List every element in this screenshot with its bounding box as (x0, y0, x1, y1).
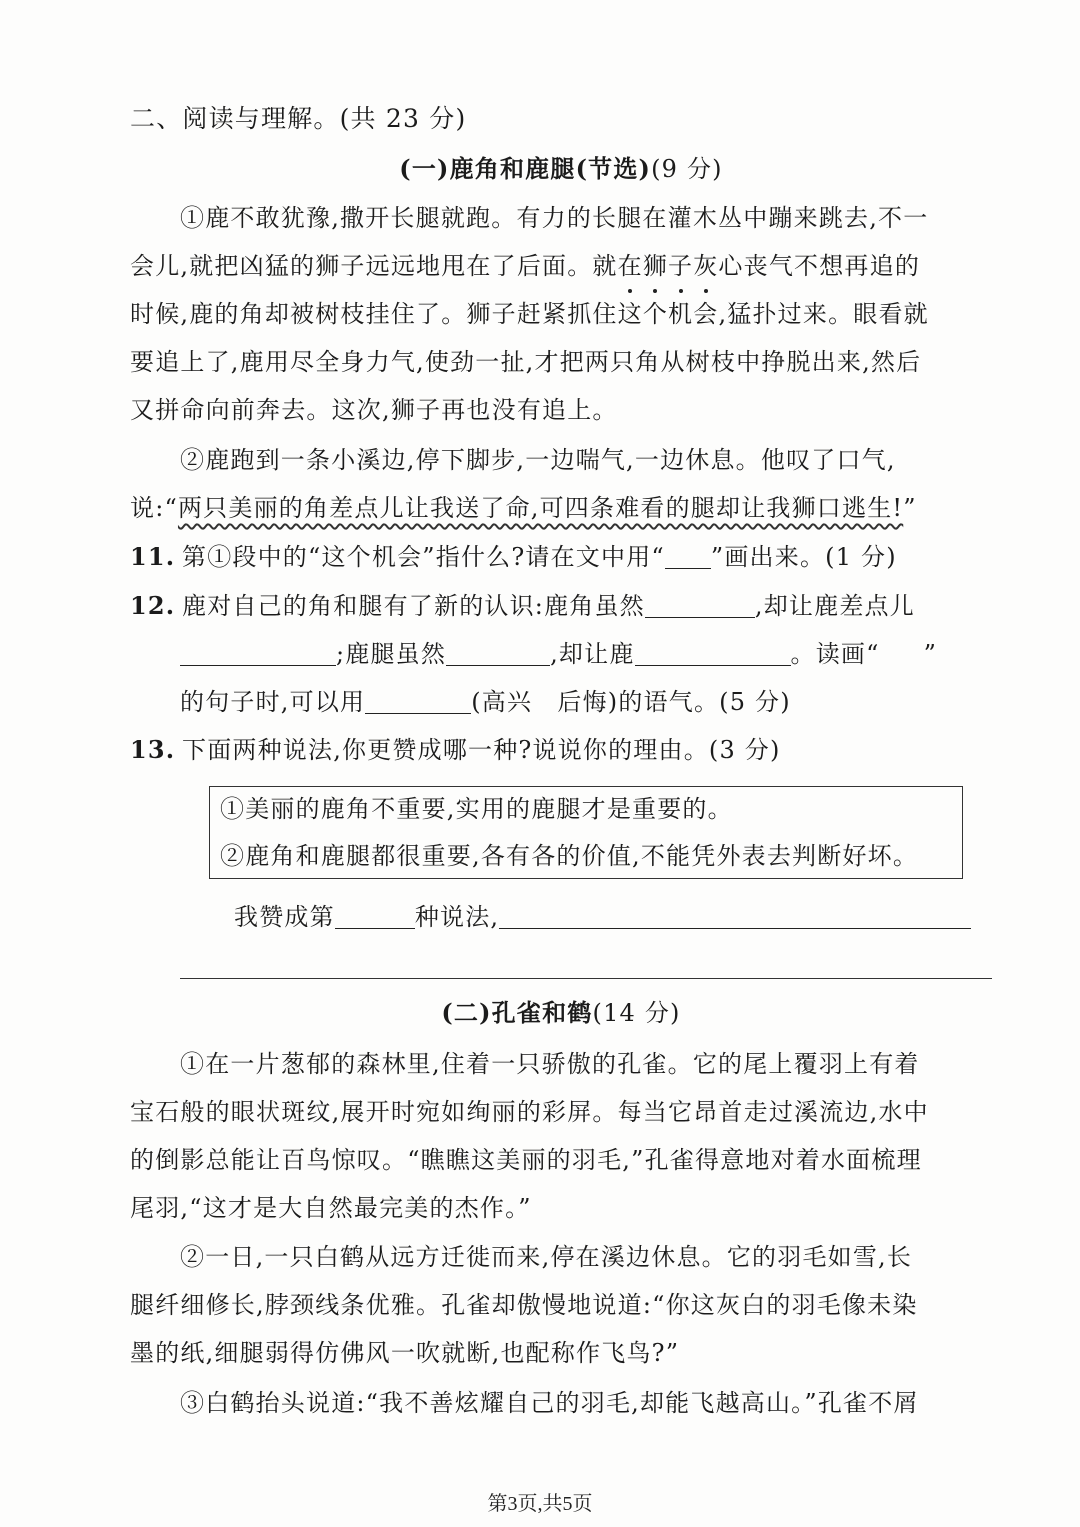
question-number: 11. (130, 542, 176, 571)
question-number: 13. (130, 735, 176, 764)
passage1-line (130, 299, 992, 329)
passage2-line: 墨的纸,细腿弱得仿佛风一吹就断,也配称作飞鸟?” (130, 1339, 680, 1367)
question-text: ,却让鹿 (550, 640, 635, 668)
passage2-line: 的倒影总能让百鸟惊叹。“瞧瞧这美丽的羽毛,”孔雀得意地对着水面梳理 (130, 1146, 922, 1174)
question-text: 下面两种说法,你更赞成哪一种?说说你的理由。(3 分) (182, 736, 781, 764)
question-text: ” (923, 640, 938, 668)
passage1-line (130, 493, 992, 523)
answer-blank[interactable] (180, 641, 336, 666)
question-12-line2 (180, 639, 992, 669)
answer-blank[interactable] (335, 904, 415, 929)
passage1-line: 要追上了,鹿用尽全身力气,使劲一扯,才把两只角从树枝中挣脱出来,然后 (130, 348, 922, 376)
passage1-title-score: (9 分) (651, 155, 723, 183)
passage2-line: 宝石般的眼状斑纹,展开时宛如绚丽的彩屏。每当它昂首走过溪流边,水中 (130, 1098, 929, 1126)
quote-close: ” (903, 494, 917, 522)
passage2-title-text: (二)孔雀和鹤 (441, 998, 593, 1027)
question-text: ”画出来。(1 分) (710, 543, 897, 571)
answer-blank[interactable] (645, 593, 755, 618)
answer-line (234, 902, 992, 932)
answer-blank[interactable] (635, 641, 791, 666)
passage1-text: 时候,鹿的角却被树枝挂住了。狮子赶紧抓住 (130, 300, 618, 328)
question-text: (高兴 后悔)的语气。(5 分) (471, 688, 791, 716)
dotted-phrase-text: 这个机会 (617, 300, 719, 328)
answer-blank[interactable] (446, 641, 550, 666)
passage1-line: ②鹿跑到一条小溪边,停下脚步,一边喘气,一边休息。他叹了口气, (180, 446, 896, 474)
question-text: 第①段中的“这个机会”指什么?请在文中用“ (182, 543, 665, 571)
answer-blank[interactable] (499, 904, 971, 929)
wavy-line-mark (880, 639, 924, 663)
passage2-title-score: (14 分) (592, 999, 681, 1027)
emphasis-dots (618, 289, 719, 293)
passage2-line: ①在一片葱郁的森林里,住着一只骄傲的孔雀。它的尾上覆羽上有着 (180, 1050, 920, 1078)
passage2-title (130, 998, 992, 1028)
question-number: 12. (130, 591, 176, 620)
question-text: 的句子时,可以用 (180, 688, 366, 716)
passage1-line: 会儿,就把凶猛的狮子远远地甩在了后面。就在狮子灰心丧气不想再追的 (130, 252, 921, 280)
passage2-line: ②一日,一只白鹤从远方迁徙而来,停在溪边休息。它的羽毛如雪,长 (180, 1243, 913, 1271)
passage1-title-text: (一)鹿角和鹿腿(节选) (399, 154, 652, 183)
section-title: 二、阅读与理解。(共 23 分) (130, 104, 467, 133)
question-text: 。读画“ (790, 640, 880, 668)
question-13 (130, 735, 992, 765)
question-11 (130, 542, 992, 572)
question-text: ;鹿腿虽然 (336, 640, 447, 668)
answer-text: 种说法, (414, 903, 500, 931)
passage1-title (130, 154, 992, 184)
question-12 (130, 591, 992, 621)
passage2-line: 尾羽,“这才是大自然最完美的杰作。” (130, 1194, 532, 1222)
dotted-phrase (618, 299, 719, 329)
passage2-line: ③白鹤抬头说道:“我不善炫耀自己的羽毛,却能飞越高山。”孔雀不屑 (180, 1389, 919, 1417)
answer-blank[interactable] (365, 689, 471, 714)
answer-text: 我赞成第 (234, 903, 335, 931)
passage1-line: 又拼命向前奔去。这次,狮子再也没有追上。 (130, 396, 618, 424)
passage2-line: 腿纤细修长,脖颈线条优雅。孔雀却傲慢地说道:“你这灰白的羽毛像未染 (130, 1291, 918, 1319)
question-12-line3 (180, 687, 992, 717)
question-text: ,却让鹿差点儿 (754, 592, 915, 620)
option-2: ②鹿角和鹿腿都很重要,各有各的价值,不能凭外表去判断好坏。 (220, 842, 919, 870)
page-footer: 第3页,共5页 (487, 1493, 593, 1515)
quote-open: 说:“ (130, 494, 178, 522)
option-1: ①美丽的鹿角不重要,实用的鹿腿才是重要的。 (220, 795, 733, 823)
answer-full-line[interactable] (180, 978, 992, 979)
underline-mark (665, 544, 711, 569)
question-text: 鹿对自己的角和腿有了新的认识:鹿角虽然 (182, 592, 645, 620)
options-box (209, 786, 963, 879)
wavy-underlined-sentence: 两只美丽的角差点儿让我送了命,可四条难看的腿却让我狮口逃生! (177, 494, 904, 522)
passage1-line: ①鹿不敢犹豫,撒开长腿就跑。有力的长腿在灌木丛中蹦来跳去,不一 (180, 204, 929, 232)
passage1-text: ,猛扑过来。眼看就 (718, 300, 929, 328)
